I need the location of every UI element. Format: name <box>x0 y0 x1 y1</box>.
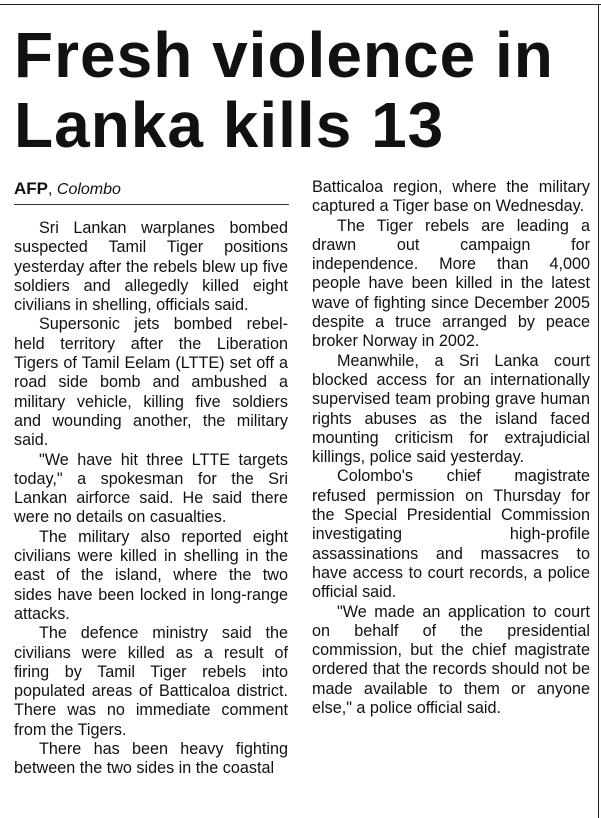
paragraph: "We made an application to court on behalf of the presidential commission, but the chief magistrate ordered that the records should not be made available to them or anyone else," a police official said. <box>312 602 590 718</box>
paragraph: Meanwhile, a Sri Lanka court blocked access for an internationally supervised team probing grave human rights abuses as the island faced mounting criticism for extrajudicial killings, police said yesterday. <box>312 351 590 467</box>
paragraph: Supersonic jets bombed rebel-held territory after the Liberation Tigers of Tamil Eelam (LTTE) set off a road side bomb and ambushed a military vehicle, killing five soldiers and wounding another, the military said. <box>14 315 288 450</box>
byline-agency: AFP <box>14 179 48 198</box>
paragraph: Colombo's chief magistrate refused permission on Thursday for the Special Presidential Commission investigating high-profile assassinations and massacres to have access to court records, a police official said. <box>312 467 590 602</box>
paragraph: "We have hit three LTTE targets today," a spokesman for the Sri Lankan airforce said. He said there were no details on casualties. <box>14 450 288 527</box>
byline-place: Colombo <box>56 181 121 198</box>
paragraph: The military also reported eight civilians were killed in shelling in the east of the island, where the two sides have been locked in long-range attacks. <box>14 527 288 623</box>
paragraph: The Tiger rebels are leading a drawn out campaign for independence. More than 4,000 people have been killed in the latest wave of fighting since December 2005 despite a truce arranged by peace broker Norway in 2002. <box>312 216 590 351</box>
paragraph: There has been heavy fighting between the two sides in the coastal <box>14 740 288 778</box>
byline-separator: , <box>48 181 57 198</box>
article-column-left <box>14 219 288 779</box>
top-rule <box>0 4 601 5</box>
byline <box>14 179 289 205</box>
paragraph: The defence ministry said the civilians were killed as a result of firing by Tamil Tiger rebels into populated areas of Batticaloa district. There was no immediate comment from the Tigers. <box>14 624 288 739</box>
paragraph: Sri Lankan warplanes bombed suspected Tamil Tiger positions yesterday after the rebels blew up five soldiers and allegedly killed eight civilians in shelling, officials said. <box>14 219 288 315</box>
article-column-right <box>312 178 590 718</box>
right-rule <box>598 4 599 818</box>
paragraph-continued: Batticaloa region, where the military captured a Tiger base on Wednesday. <box>312 178 590 216</box>
headline: Fresh violence in Lanka kills 13 <box>14 19 554 161</box>
